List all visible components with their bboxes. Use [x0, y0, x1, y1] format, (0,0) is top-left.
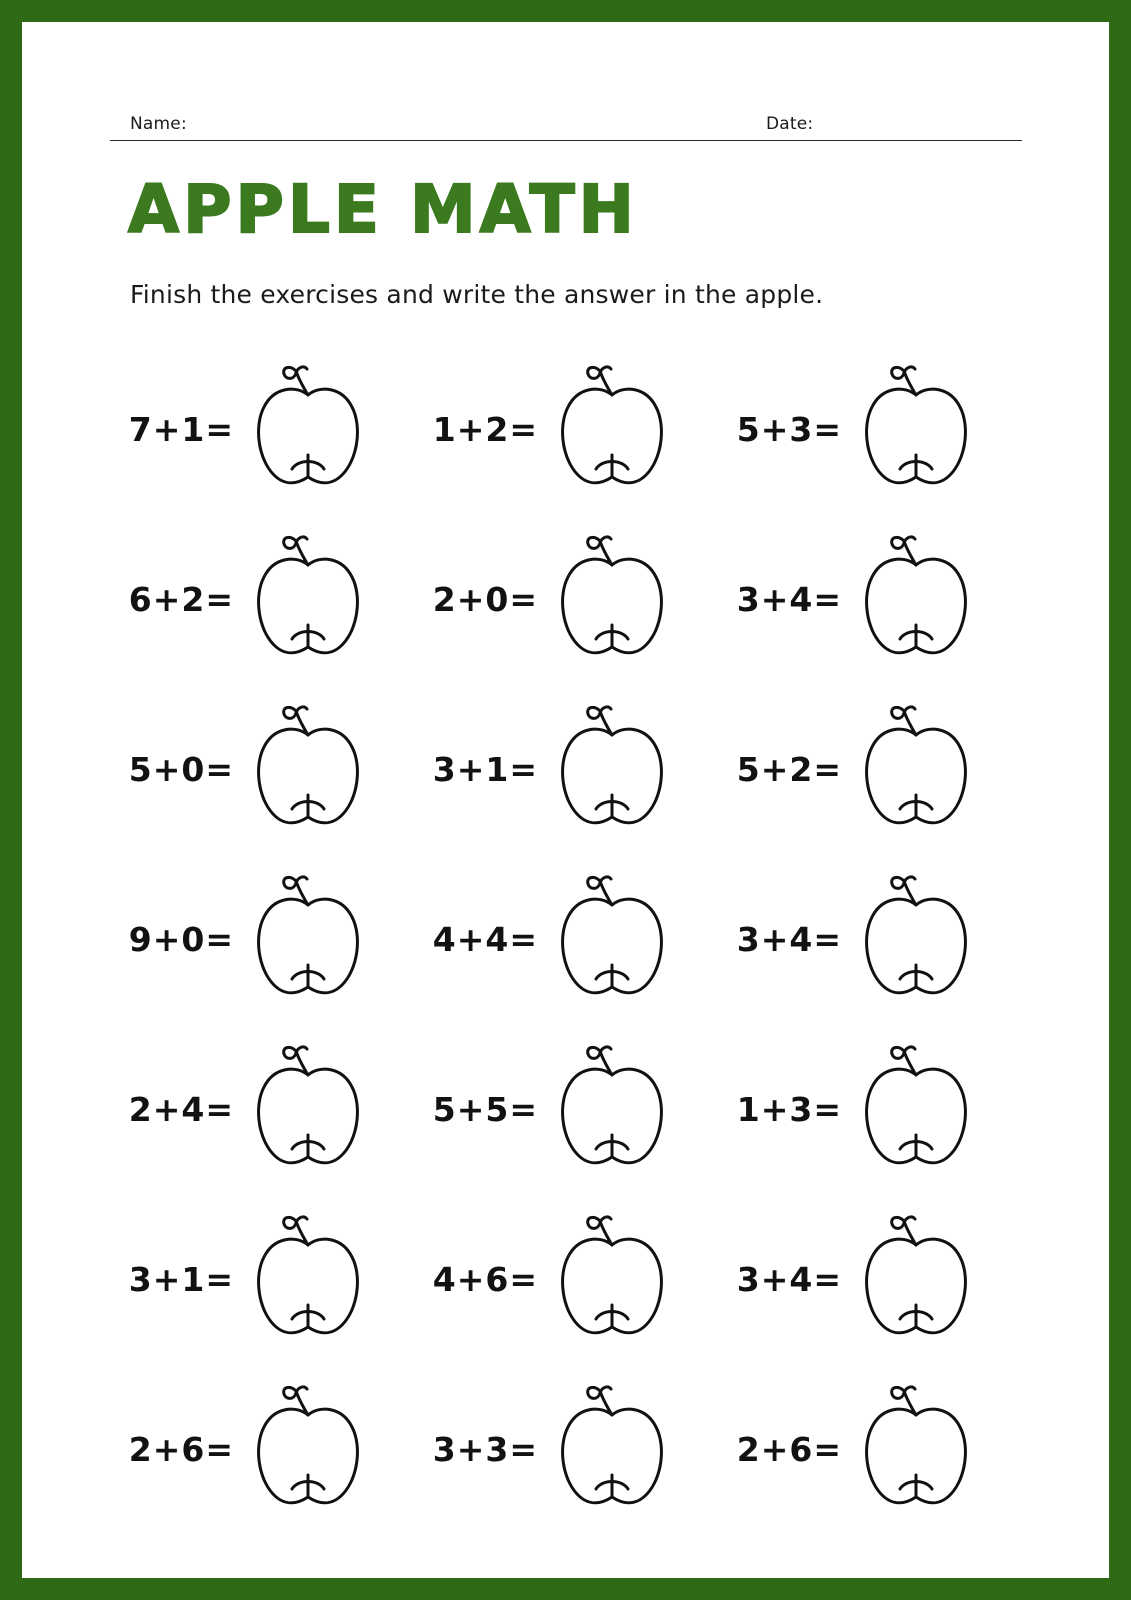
problem-expression: 4+4=	[432, 919, 538, 959]
problem-expression: 1+2=	[432, 409, 538, 449]
problem-item	[718, 344, 1022, 514]
problem-item	[110, 1364, 414, 1534]
student-info-row	[110, 104, 1022, 141]
problem-item	[414, 1024, 718, 1194]
problem-item	[718, 514, 1022, 684]
apple-icon[interactable]	[548, 869, 676, 1009]
problem-item	[110, 1194, 414, 1364]
apple-icon[interactable]	[244, 869, 372, 1009]
problem-expression: 2+4=	[128, 1089, 234, 1129]
problem-item	[414, 1364, 718, 1534]
apple-icon[interactable]	[244, 359, 372, 499]
problem-expression: 3+4=	[736, 1259, 842, 1299]
problem-expression: 3+1=	[432, 749, 538, 789]
problem-expression: 9+0=	[128, 919, 234, 959]
problem-expression: 2+0=	[432, 579, 538, 619]
problem-expression: 7+1=	[128, 409, 234, 449]
problem-item	[110, 684, 414, 854]
problem-item	[718, 1194, 1022, 1364]
apple-icon[interactable]	[548, 1379, 676, 1519]
problem-expression: 1+3=	[736, 1089, 842, 1129]
problem-item	[414, 514, 718, 684]
problem-item	[718, 1024, 1022, 1194]
problem-item	[718, 854, 1022, 1024]
problem-item	[414, 854, 718, 1024]
problem-grid	[110, 344, 1022, 1534]
problem-item	[414, 344, 718, 514]
apple-icon[interactable]	[852, 1039, 980, 1179]
problem-item	[414, 1194, 718, 1364]
problem-item	[718, 1364, 1022, 1534]
apple-icon[interactable]	[244, 1039, 372, 1179]
apple-icon[interactable]	[244, 1209, 372, 1349]
problem-expression: 6+2=	[128, 579, 234, 619]
problem-expression: 5+3=	[736, 409, 842, 449]
problem-expression: 2+6=	[128, 1429, 234, 1469]
problem-item	[414, 684, 718, 854]
problem-expression: 5+2=	[736, 749, 842, 789]
apple-icon[interactable]	[244, 529, 372, 669]
apple-icon[interactable]	[244, 1379, 372, 1519]
apple-icon[interactable]	[548, 359, 676, 499]
problem-expression: 3+4=	[736, 919, 842, 959]
date-label: Date:	[766, 114, 814, 134]
apple-icon[interactable]	[548, 1209, 676, 1349]
name-label: Name:	[130, 114, 187, 134]
apple-icon[interactable]	[548, 529, 676, 669]
page-title: APPLE MATH	[128, 171, 638, 248]
problem-item	[110, 344, 414, 514]
worksheet-content	[110, 22, 1022, 1578]
apple-icon[interactable]	[852, 359, 980, 499]
apple-icon[interactable]	[852, 1379, 980, 1519]
apple-icon[interactable]	[852, 529, 980, 669]
problem-expression: 3+3=	[432, 1429, 538, 1469]
problem-expression: 4+6=	[432, 1259, 538, 1299]
apple-icon[interactable]	[548, 699, 676, 839]
problem-expression: 5+0=	[128, 749, 234, 789]
problem-item	[718, 684, 1022, 854]
problem-expression: 3+1=	[128, 1259, 234, 1299]
instructions-text: Finish the exercises and write the answer in the apple.	[130, 280, 824, 309]
apple-icon[interactable]	[852, 1209, 980, 1349]
worksheet-page	[22, 22, 1109, 1578]
apple-icon[interactable]	[548, 1039, 676, 1179]
apple-icon[interactable]	[852, 699, 980, 839]
problem-expression: 3+4=	[736, 579, 842, 619]
problem-expression: 5+5=	[432, 1089, 538, 1129]
apple-icon[interactable]	[244, 699, 372, 839]
problem-item	[110, 1024, 414, 1194]
problem-item	[110, 514, 414, 684]
apple-icon[interactable]	[852, 869, 980, 1009]
problem-item	[110, 854, 414, 1024]
problem-expression: 2+6=	[736, 1429, 842, 1469]
